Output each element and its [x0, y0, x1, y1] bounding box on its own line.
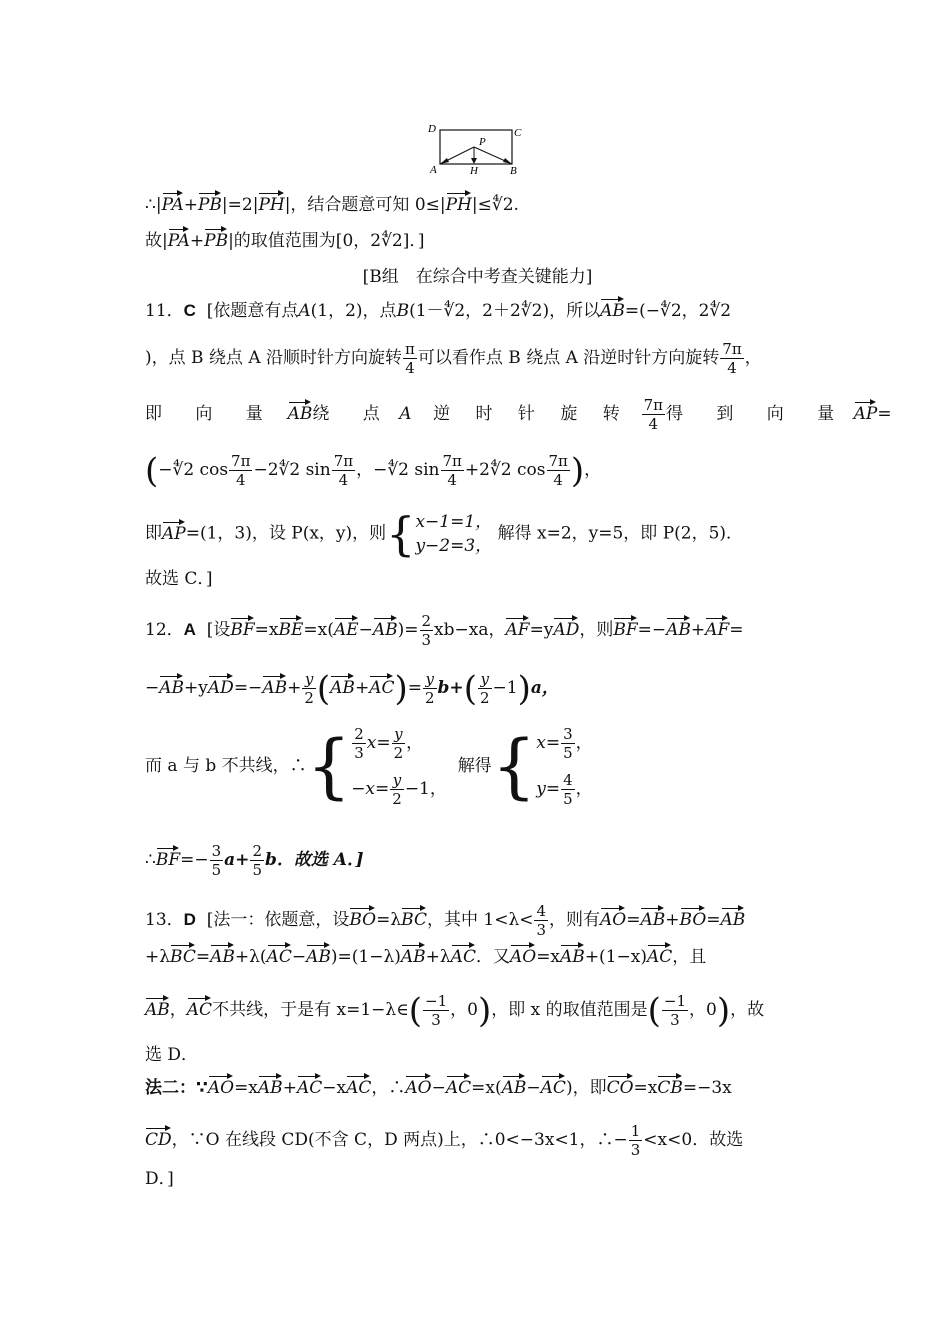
q13-line-5 [145, 1076, 810, 1100]
text: (1，2)，点 [310, 301, 397, 321]
numerator: 1 [630, 1122, 641, 1140]
numerator: 7π [442, 452, 462, 470]
q11-line-6: 故选 C．] [145, 569, 213, 589]
denominator: 2 [304, 689, 314, 707]
denominator: 4 [727, 359, 737, 377]
label-b: B [510, 165, 517, 177]
vec-af: AF [705, 620, 730, 640]
vec-pa: PA [161, 195, 184, 215]
vec-cb: CB [657, 1078, 683, 1098]
left-paren: ( [408, 990, 422, 1031]
text: 即 [145, 523, 162, 544]
fraction-7pi-4 [441, 452, 464, 489]
q13-line-6 [145, 1122, 810, 1159]
numerator: 4 [536, 902, 547, 920]
denominator: 2 [393, 744, 404, 762]
vec-ac: AC [445, 1078, 472, 1098]
vec-ab: AB [257, 1078, 283, 1098]
text: = [877, 404, 892, 424]
text: x= [366, 733, 391, 753]
text: =(−∜2，2∜2 [624, 301, 732, 321]
section-title: [B组 在综合中考查关键能力] [362, 267, 593, 287]
denominator: 5 [211, 861, 222, 879]
text: 可以看作点 B 绕点 A 沿逆时针方向旋转 [417, 348, 720, 368]
vec-ae: AE [333, 620, 359, 640]
vec-bo: BO [679, 910, 707, 930]
fraction-7pi-4 [332, 452, 355, 489]
text: [依题意有点 [206, 301, 299, 321]
vec-ac: AC [369, 678, 395, 698]
q13-line-4: 选 D． [145, 1045, 199, 1065]
equation: x−1=1， [415, 512, 493, 532]
text: ，故 [730, 1000, 765, 1020]
text: +λ( [234, 947, 267, 967]
text: 故| [145, 231, 168, 251]
fraction-4-3 [534, 902, 548, 939]
q13-line-3 [145, 992, 810, 1029]
text: 得 到 向 量 [665, 404, 849, 424]
answer-letter: C [183, 301, 196, 320]
text: 绕 点 [312, 404, 394, 424]
vec-pb: PB [197, 195, 222, 215]
label-d: D [428, 123, 436, 135]
text: + [690, 620, 706, 640]
text: − [526, 1078, 541, 1098]
text: −x= [351, 779, 390, 799]
text: x= [536, 733, 561, 753]
fraction-y-2 [423, 670, 437, 707]
fraction-y-2 [392, 725, 406, 762]
numerator: 7π [643, 396, 663, 414]
line-2: 故|PA+PB|的取值范围为[0，2∜2]．] [145, 231, 425, 251]
left-brace: { [491, 725, 537, 807]
vec-ab: AB [600, 301, 625, 321]
text: =x( [471, 1078, 502, 1098]
vec-ab: AB [330, 678, 355, 698]
vec-bc: BC [401, 910, 427, 930]
q12-line-2: −AB+yAD=−AB+ $\frac{y}{2}$ (AB+AC)= $\frac{y}{2}$ b+( $\frac{y}{2}$ −1)a， [145, 668, 559, 709]
text: ，且 [672, 947, 707, 967]
vec-ab: AB [640, 910, 666, 930]
line-1: ∴|PA+PB|=2|PH|，结合题意可知 0≤|PH|≤∜2. [145, 195, 519, 215]
left-brace: { [306, 725, 352, 807]
text: 而 a 与 b 不共线，∴ [145, 756, 307, 776]
vec-ac: AC [186, 1000, 213, 1020]
fraction-2-5 [250, 842, 264, 879]
vec-ac: AC [540, 1078, 566, 1098]
denominator: 5 [252, 861, 262, 879]
numerator: 7π [548, 452, 568, 470]
numerator: 7π [333, 452, 354, 470]
vec-ap: AP [162, 523, 186, 544]
fraction-3-5 [561, 725, 575, 762]
q13-line-2 [145, 945, 810, 969]
therefore-symbol: ∴ [145, 195, 156, 215]
q11-line-4: (−∜2 cos $\frac{7\pi}{4}$ −2∜2 sin $\frac{7\pi}{4}$ ，−∜2 sin $\frac{7\pi}{4}$ +2∜2 cos $\frac{7\pi}{4}$ )， [145, 450, 602, 491]
text: =− [637, 620, 667, 640]
numerator: y [390, 771, 404, 790]
text: =x [254, 620, 279, 640]
fraction-2-3 [352, 725, 366, 762]
vec-ab: AB [262, 678, 288, 698]
text: −2∜2 sin [253, 460, 331, 480]
q13-line-1 [145, 902, 810, 939]
vec-ab: AB [210, 947, 235, 967]
fraction-3-5 [210, 842, 224, 879]
q13-line-7: D．] [145, 1169, 174, 1189]
fraction-pi-4 [403, 340, 417, 377]
fraction-y-2 [478, 670, 492, 707]
numerator: −1 [425, 992, 448, 1010]
q11-line-1 [145, 299, 810, 323]
text: 即 向 量 [145, 404, 277, 424]
text: 法二：∵ [145, 1078, 208, 1097]
left-brace: { [386, 507, 416, 561]
q12-line-1 [145, 612, 810, 649]
text: B [396, 301, 410, 321]
equation-system [415, 510, 492, 558]
vec-ab: AB [501, 1078, 527, 1098]
vec-ao: AO [405, 1078, 432, 1098]
numerator: 7π [722, 340, 742, 358]
vec-bf: BF [230, 620, 255, 640]
vec-be: BE [278, 620, 304, 640]
text: 不共线，于是有 x=1−λ∈ [212, 1000, 409, 1020]
vec-bf: BF [613, 620, 638, 640]
text: ，则有 [549, 910, 601, 930]
denominator: 3 [630, 1141, 641, 1159]
text: =− [233, 678, 263, 698]
denominator: 5 [563, 744, 573, 762]
answer-letter: D [183, 910, 196, 929]
text: )= [397, 620, 419, 640]
numerator: 2 [421, 612, 432, 630]
text: = [195, 947, 211, 967]
answer-letter: A [183, 620, 196, 639]
text: = [407, 678, 422, 698]
fraction-7pi-4 [642, 396, 665, 433]
text: =−3x [682, 1078, 732, 1098]
text: <x<0．故选 [643, 1130, 744, 1150]
vec-ao: AO [600, 910, 627, 930]
text: A [298, 301, 311, 321]
text: xb−xa， [434, 620, 506, 640]
equation-system [536, 720, 592, 812]
text: )=(1−λ) [330, 947, 401, 967]
vec-cd: CD [145, 1130, 172, 1150]
numerator: 7π [231, 452, 251, 470]
equation: y= $\frac{4}{5}$ ， [536, 771, 593, 808]
numerator: −1 [663, 992, 687, 1010]
right-paren: ) [570, 450, 585, 491]
text: ， [744, 348, 762, 368]
text: 逆 时 针 旋 转 [433, 404, 630, 424]
fraction-7pi-4 [720, 340, 743, 377]
vec-bo: BO [349, 910, 377, 930]
equation: y−2=3， [415, 536, 493, 556]
text: +(1−x) [584, 947, 647, 967]
vec-ab: AB [287, 404, 313, 424]
text: +λ [145, 947, 171, 967]
fraction-y-2 [390, 771, 404, 808]
denominator: 4 [648, 415, 659, 433]
text: ，0 [450, 1000, 478, 1020]
arrow-head-a [440, 158, 449, 164]
text: ， [406, 733, 424, 753]
text: ，∴ [371, 1078, 406, 1098]
vec-ac: AC [646, 947, 673, 967]
text: + [282, 1078, 297, 1098]
text: y= [536, 779, 561, 799]
vec-af: AF [505, 620, 530, 640]
equation-system [351, 720, 447, 812]
equation [351, 720, 447, 766]
denominator: 3 [670, 1011, 680, 1029]
numerator: y [302, 670, 316, 689]
label-h: H [470, 165, 478, 177]
text: =− [180, 850, 209, 870]
right-paren: ) [477, 990, 492, 1031]
text: ，0 [689, 1000, 717, 1020]
vec-ao: AO [509, 947, 537, 967]
text: −x [322, 1078, 347, 1098]
vec-ac: AC [266, 947, 292, 967]
text: =x [536, 947, 561, 967]
denominator: 3 [431, 1011, 441, 1029]
text: ，−∜2 sin [356, 460, 440, 480]
vec-co: CO [606, 1078, 634, 1098]
text: ，即 x 的取值范围是 [491, 1000, 648, 1020]
vec-ab: AB [720, 910, 746, 930]
text: |≤∜2. [471, 195, 519, 215]
fraction-7pi-4 [547, 452, 570, 489]
text: =x [234, 1078, 258, 1098]
numerator: y [478, 670, 492, 689]
vec-ph: PH [258, 195, 285, 215]
text: ，则 [579, 620, 614, 640]
numerator: 3 [563, 725, 573, 743]
text: ， [169, 1000, 187, 1020]
text: 解得 [457, 756, 492, 776]
text: [法一：依题意，设 [206, 910, 350, 930]
fraction-y-2 [302, 670, 316, 707]
vec-ab: AB [666, 620, 691, 640]
text: (1－∜2，2＋2∜2)，所以 [409, 301, 601, 321]
geometry-figure [426, 120, 526, 178]
vec-pb: PB [204, 231, 229, 251]
text: +y [184, 678, 208, 698]
text: |的取值范围为[0，2∜2]．] [228, 231, 425, 251]
text: − [145, 678, 160, 698]
text: + [665, 910, 680, 930]
text: )，点 B 绕点 A 沿顺时针方向旋转 [145, 348, 403, 368]
vec-ab: AB [560, 947, 585, 967]
denominator: 2 [479, 689, 490, 707]
q11-line-3 [145, 396, 892, 433]
text: =λ [376, 910, 402, 930]
numerator: π [405, 340, 415, 358]
text: b+ [437, 678, 464, 698]
text: ∴ [145, 850, 156, 870]
fraction-2-3 [420, 612, 434, 649]
text: =x( [303, 620, 334, 640]
fraction-7pi-4 [229, 452, 252, 489]
text: − [358, 620, 373, 640]
text: =x [633, 1078, 658, 1098]
text: −1 [492, 678, 518, 698]
text: − [431, 1078, 446, 1098]
vec-ac: AC [296, 1078, 323, 1098]
text: 解得 x=2，y=5，即 P(2，5)． [497, 523, 744, 544]
vec-ac: AC [450, 947, 476, 967]
numerator: 3 [211, 842, 222, 860]
text: −∜2 cos [158, 460, 229, 480]
vec-pa: PA [167, 231, 190, 251]
denominator: 5 [563, 790, 573, 808]
denominator: 4 [405, 359, 415, 377]
text: ，其中 1<λ< [426, 910, 534, 930]
question-number: 11． [145, 301, 184, 321]
denominator: 4 [235, 471, 246, 489]
numerator: y [423, 670, 437, 689]
vec-ao: AO [207, 1078, 235, 1098]
label-c: C [514, 127, 522, 139]
fraction-m1-3 [423, 992, 449, 1029]
denominator: 4 [553, 471, 563, 489]
text: = [706, 910, 721, 930]
arrow-head-b [503, 158, 512, 164]
denominator: 3 [421, 631, 432, 649]
q12-line-3 [145, 720, 810, 820]
text: ．又 [475, 947, 510, 967]
vec-ab: AB [145, 1000, 170, 1020]
question-number: 12． [145, 620, 184, 640]
arrow-head-h [471, 158, 477, 164]
text: =(1，3)，设 P(x，y)，则 [185, 523, 387, 544]
text: − [291, 947, 307, 967]
vec-ap: AP [853, 404, 878, 424]
text: a+ [224, 850, 250, 870]
text: =2| [227, 195, 259, 215]
text: =y [529, 620, 554, 640]
vec-ab: AB [159, 678, 185, 698]
denominator: 4 [447, 471, 457, 489]
left-paren: ( [463, 668, 477, 709]
question-number: 13． [145, 910, 184, 930]
vec-ab: AB [400, 947, 426, 967]
denominator: 2 [392, 790, 402, 808]
text: −1， [404, 779, 447, 799]
text: A [399, 404, 412, 424]
numerator: 4 [563, 771, 573, 789]
vec-ad: AD [553, 620, 580, 640]
numerator: 2 [354, 725, 364, 743]
numerator: y [392, 725, 406, 744]
text: ，∵O 在线段 CD(不含 C，D 两点)上，∴0<−3x<1，∴− [171, 1130, 628, 1150]
vec-ph: PH [445, 195, 472, 215]
vec-ab: AB [306, 947, 331, 967]
equation [351, 766, 447, 812]
fraction-1-3 [629, 1122, 643, 1159]
vec-ad: AD [207, 678, 234, 698]
text: = [626, 910, 641, 930]
q12-line-4 [145, 842, 810, 879]
text: |，结合题意可知 0≤| [284, 195, 446, 215]
text: )，即 [565, 1078, 607, 1098]
left-paren: ( [316, 668, 331, 709]
fraction-m1-3 [662, 992, 688, 1029]
q11-line-5 [145, 507, 810, 561]
right-paren: ) [716, 990, 731, 1031]
q11-line-2 [145, 340, 810, 377]
denominator: 3 [536, 921, 547, 939]
label-p: P [479, 136, 486, 148]
vec-bf: BF [155, 850, 181, 870]
vec-ac: AC [346, 1078, 372, 1098]
fraction-4-5 [561, 771, 575, 808]
right-paren: ) [394, 668, 408, 709]
label-a: A [430, 164, 437, 176]
denominator: 2 [425, 689, 435, 707]
text: + [287, 678, 302, 698]
vec-bc: BC [170, 947, 196, 967]
numerator: 2 [252, 842, 262, 860]
text: [设 [206, 620, 231, 640]
denominator: 3 [354, 744, 364, 762]
right-paren: ) [517, 668, 531, 709]
text: a， [530, 678, 559, 698]
denominator: 4 [338, 471, 349, 489]
text: +2∜2 cos [464, 460, 546, 480]
left-paren: ( [647, 990, 661, 1031]
text: +λ [425, 947, 451, 967]
left-paren: ( [145, 450, 159, 491]
vec-ab: AB [372, 620, 398, 640]
text: b．故选 A．] [264, 850, 364, 870]
text: = [729, 620, 744, 640]
equation: x= $\frac{3}{5}$ ， [536, 725, 593, 762]
